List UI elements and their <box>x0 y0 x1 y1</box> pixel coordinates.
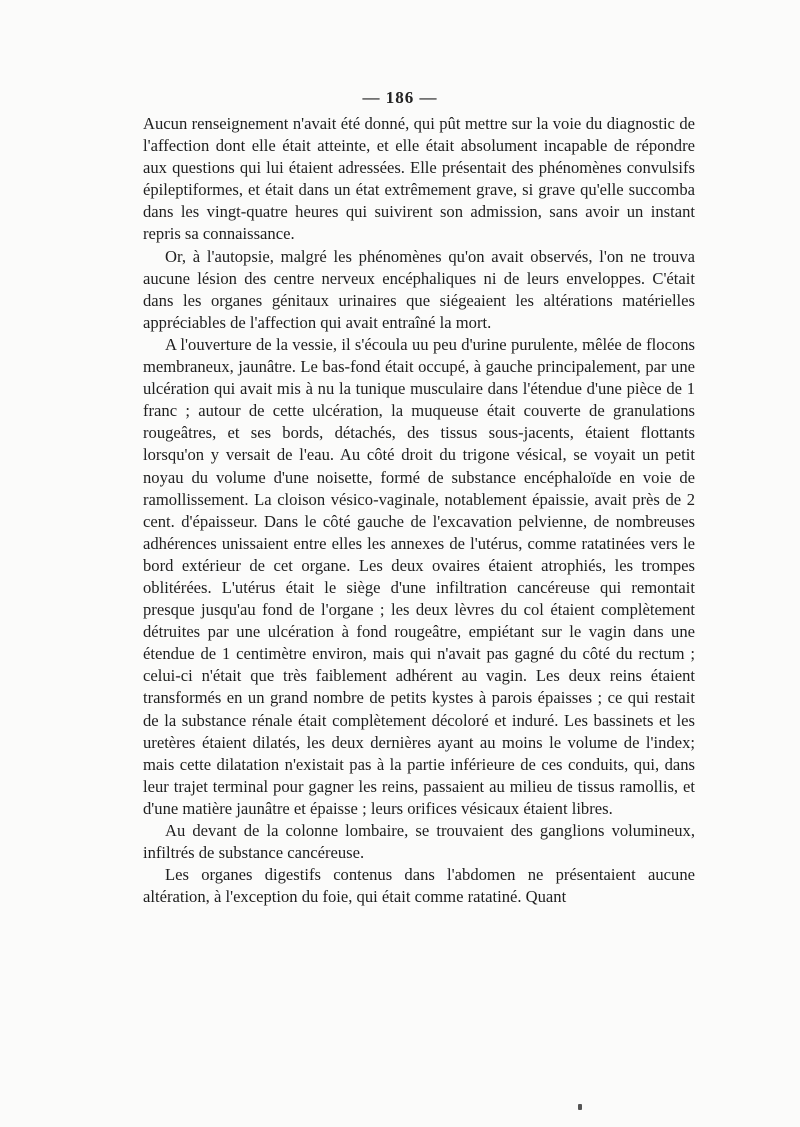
paragraph-5: Les organes digestifs contenus dans l'abdomen ne présentaient aucune altération, à l'exception du foie, qui était comme ratatiné. Quant <box>143 865 695 907</box>
paragraph-3: A l'ouverture de la vessie, il s'écoula uu peu d'urine purulente, mêlée de flocons membraneux, jaunâtre. Le bas-fond était occupé, à gauche principalement, par une ulcération qui avait mis à nu la tunique musculaire dans l'étendue d'une pièce de 1 franc ; autour de cette ulcération, la muqueuse était couverte de granulations rougeâtres, et ses bords, détachés, des tissus sous-jacents, étaient flottants lorsqu'on y versait de l'eau. Au côté droit du trigone vésical, se voyait un petit noyau du volume d'une noisette, formé de substance encéphaloïde en voie de ramollissement. La cloison vésico-vaginale, notablement épaissie, avait près de 2 cent. d'épaisseur. Dans le côté gauche de l'excavation pelvienne, de nombreuses adhérences unissaient entre elles les annexes de l'utérus, comme ratatinées vers le bord extérieur de cet organe. Les deux ovaires étaient atrophiés, les trompes oblitérées. L'utérus était le siège d'une infiltration cancéreuse qui remontait presque jusqu'au fond de l'organe ; les deux lèvres du col étaient complètement détruites par une ulcération à fond rougeâtre, empiétant sur le vagin dans une étendue de 1 centimètre environ, mais qui n'avait pas gagné du côté du rectum ; celui-ci n'était que très faiblement adhérent au vagin. Les deux reins étaient transformés en un grand nombre de petits kystes à parois épaisses ; ce qui restait de la substance rénale était complètement décoloré et induré. Les bassinets et les uretères étaient dilatés, les deux dernières ayant au moins le volume de l'index; mais cette dilatation n'existait pas à la partie inférieure de ces conduits, qui, dans leur trajet terminal pour gagner les reins, passaient au milieu de tissus ramollis, et d'une matière jaunâtre et épaisse ; leurs orifices vésicaux étaient libres. <box>143 334 695 818</box>
ink-speck <box>578 1104 582 1110</box>
body-text <box>143 113 695 908</box>
paragraph-1: Aucun renseignement n'avait été donné, qui pût mettre sur la voie du diagnostic de l'affection dont elle était atteinte, et elle était absolument incapable de répondre aux questions qui lui étaient adressées. Elle présentait des phénomènes convulsifs épileptiformes, et était dans un état extrêmement grave, si grave qu'elle succomba dans les vingt-quatre heures qui suivirent son admission, sans avoir un instant repris sa connaissance. <box>143 114 695 244</box>
paragraph-4: Au devant de la colonne lombaire, se trouvaient des ganglions volumineux, infiltrés de substance cancéreuse. <box>143 821 695 863</box>
page-number: — 186 — <box>362 88 438 107</box>
paragraph-2: Or, à l'autopsie, malgré les phénomènes qu'on avait observés, l'on ne trouva aucune lésion des centre nerveux encéphaliques ni de leurs enveloppes. C'était dans les organes génitaux urinaires que siégeaient les altérations matérielles appréciables de l'affection qui avait entraîné la mort. <box>143 246 695 332</box>
